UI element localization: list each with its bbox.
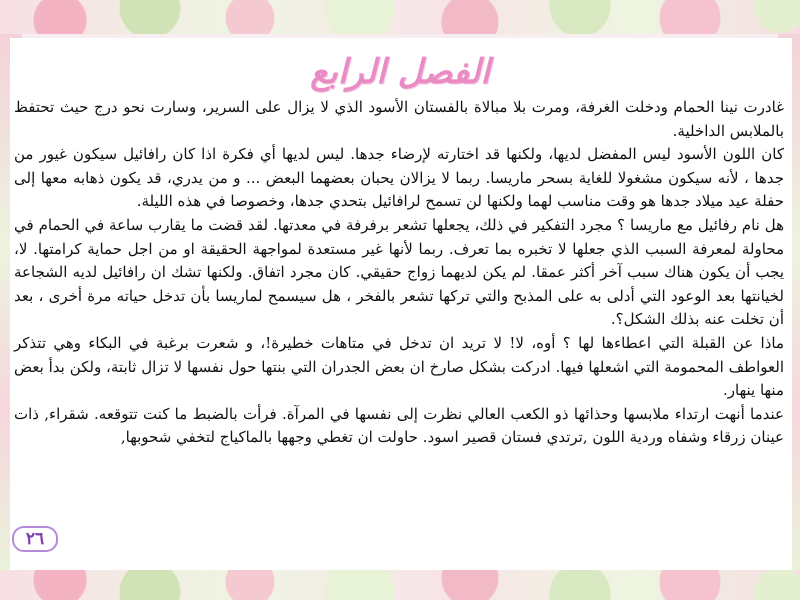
paragraph: ماذا عن القبلة التي اعطاءها لها ؟ أوه، لا! لا تريد ان تدخل في متاهات خطيرة!، و شعرت برغبة في البكاء وهي تتذكر العواطف المحمومة التي اشعلها فيها. ادركت بشكل صارخ ان بعض الجدران التي بنتها حول نفسها لا تزال ثابتة، ولكن بدأ بعض منها ينهار. [14, 333, 784, 400]
page-number-badge: ٢٦ [12, 526, 58, 552]
paragraph: غادرت نينا الحمام ودخلت الغرفة، ومرت بلا مبالاة بالفستان الأسود الذي لا يزال على السرير، وسارت نحو درج حيث تحتفظ بالملابس الداخلية. [14, 98, 784, 140]
floral-footer-decoration [0, 570, 800, 600]
paragraph: كان اللون الأسود ليس المفضل لديها، ولكنها قد اختارته لإرضاء جدها. ليس لديها أي فكرة اذا كان رافائيل سيكون غيور من جدها ، لأنه سيكون مشغولا للغاية بسحر ماريسا. ربما لا يزالان يحبان بعضهما البعض ... و من يدري، قد يكون ذهابه معها إلى حفلة عيد ميلاد جدها هو وقت مناسب لهما ولكنها لن تسمح لرافائيل بتحدي جدها، وخصوصا في هذه الليلة. [14, 145, 784, 211]
chapter-body [14, 96, 784, 568]
paragraph: عندما أنهت ارتداء ملابسها وحذائها ذو الكعب العالي نظرت إلى نفسها في المرآة. فرأت بالضبط ما كنت تتوقعه. شقراء, ذات عينان زرقاء وشفاه وردية اللون ,ترتدي فستان قصير اسود. حاولت ان تغطي وجهها بالماكياج لتخفي شحوبها, [14, 404, 784, 447]
paragraph: هل نام رفائيل مع ماريسا ؟ مجرد التفكير في ذلك، يجعلها تشعر برفرفة في معدتها. لقد قضت ما يقارب ساعة في الحمام في محاولة لمعرفة السبب الذي جعلها لا تخبره بما تعرف. ربما لأنها غير مستعدة لمواجهة الحقيقة او من اجل حماية كرامتها. لا، يجب أن يكون هناك سبب آخر أكثر عمقا. لم يكن لديهما زواج حقيقي. كان مجرد اتفاق. ولكنها تشك ان رافائيل لديه الشجاعة لخيانتها بعد الوعود التي أدلى به على المذبح والتي تركها تشعر بالفخر ، هل سيسمح لماريسا بأن تدخل حياته مرة أخرى ، بعد أن تخلت عنه بذلك الشكل؟. [14, 215, 784, 329]
chapter-title: الفصل الرابع [310, 52, 490, 92]
floral-header-decoration [0, 0, 800, 34]
